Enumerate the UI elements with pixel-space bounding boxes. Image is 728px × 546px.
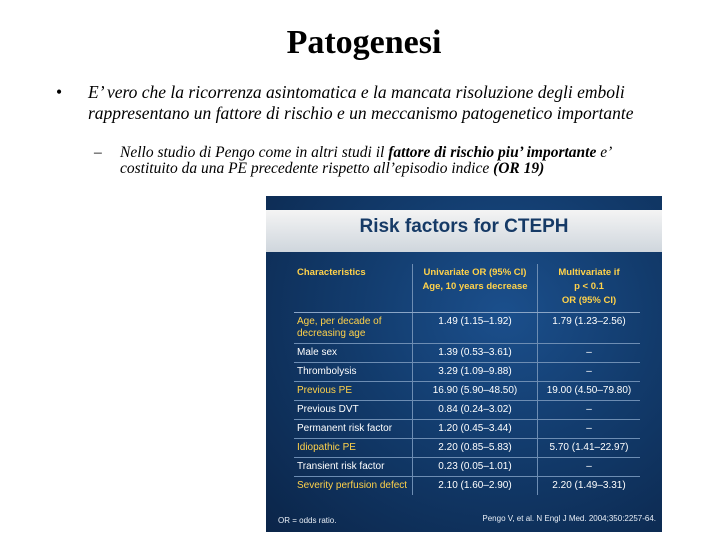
row-label: Thrombolysis: [294, 363, 413, 382]
row-multivariate: –: [538, 344, 641, 363]
slide-citation: Pengo V, et al. N Engl J Med. 2004;350:2257-64.: [482, 514, 656, 523]
risk-factors-table: [294, 264, 640, 495]
table-row: [294, 313, 640, 344]
row-multivariate: –: [538, 458, 641, 477]
slide-footnote: OR = odds ratio.: [278, 516, 337, 525]
slide-title: Risk factors for CTEPH: [359, 216, 569, 237]
table-row: [294, 477, 640, 496]
sub-text-bold: fattore di rischio piu’ importante: [388, 144, 597, 161]
row-label-line2: decreasing age: [297, 328, 366, 339]
page-title: Patogenesi: [286, 24, 442, 61]
table-row: [294, 344, 640, 363]
table-header-row: [294, 264, 640, 313]
row-univariate: 0.84 (0.24–3.02): [413, 401, 538, 420]
header-col3-line2: p < 0.1: [574, 281, 604, 292]
row-multivariate: –: [538, 363, 641, 382]
table-row: [294, 401, 640, 420]
header-col3-line3: OR (95% CI): [561, 295, 617, 306]
table-row: [294, 420, 640, 439]
row-label: Male sex: [294, 344, 413, 363]
row-label: Transient risk factor: [294, 458, 413, 477]
row-multivariate: 5.70 (1.41–22.97): [538, 439, 641, 458]
row-label: Previous PE: [294, 382, 413, 401]
sub-text-or: (OR 19): [493, 160, 545, 177]
header-col3-line1: Multivariate if: [558, 267, 620, 278]
row-label: Idiopathic PE: [294, 439, 413, 458]
bullet-marker: •: [56, 82, 63, 102]
row-univariate: 16.90 (5.90–48.50): [413, 382, 538, 401]
row-multivariate: 19.00 (4.50–79.80): [538, 382, 641, 401]
embedded-slide-image: [266, 196, 662, 532]
sub-text-a: Nello studio di Pengo come in altri studi il: [120, 144, 389, 161]
header-univariate: [413, 264, 538, 313]
row-univariate: 1.39 (0.53–3.61): [413, 344, 538, 363]
sub-text-b: e’ costituito da una PE precedente rispetto all’episodio indice: [120, 144, 611, 177]
table-row: [294, 458, 640, 477]
row-label: Permanent risk factor: [294, 420, 413, 439]
row-multivariate: 2.20 (1.49–3.31): [552, 480, 626, 491]
bullet-main-text: E’ vero che la ricorrenza asintomatica e la mancata risoluzione degli emboli rappresentano un fattore di rischio e un meccanismo patogenetico importante: [88, 82, 634, 123]
bullet-sub: [94, 145, 654, 177]
sub-bullet-marker: –: [94, 144, 102, 161]
table-row: [294, 439, 640, 458]
row-label-line1: Age, per decade of: [297, 316, 382, 327]
row-label: Severity perfusion defect: [294, 477, 413, 496]
header-col2-line2: Age, 10 years decrease: [422, 281, 528, 292]
row-multivariate: –: [538, 401, 641, 420]
table-row: [294, 363, 640, 382]
row-univariate: 1.20 (0.45–3.44): [413, 420, 538, 439]
row-univariate: 2.10 (1.60–2.90): [413, 477, 538, 496]
row-multivariate: –: [538, 420, 641, 439]
row-univariate: 3.29 (1.09–9.88): [413, 363, 538, 382]
row-multivariate: 1.79 (1.23–2.56): [538, 313, 641, 344]
header-col2-line1: Univariate OR (95% CI): [423, 267, 527, 278]
table-row: [294, 382, 640, 401]
bullet-sub-text: [120, 145, 654, 177]
header-col1-text: Characteristics: [297, 267, 366, 278]
row-univariate: 2.20 (0.85–5.83): [413, 439, 538, 458]
bullet-main: [56, 82, 676, 124]
row-univariate: 1.49 (1.15–1.92): [413, 313, 538, 344]
header-multivariate: [538, 264, 641, 313]
row-label: [294, 313, 413, 344]
row-label: Previous DVT: [294, 401, 413, 420]
row-univariate: 0.23 (0.05–1.01): [413, 458, 538, 477]
header-characteristics: [294, 264, 413, 313]
